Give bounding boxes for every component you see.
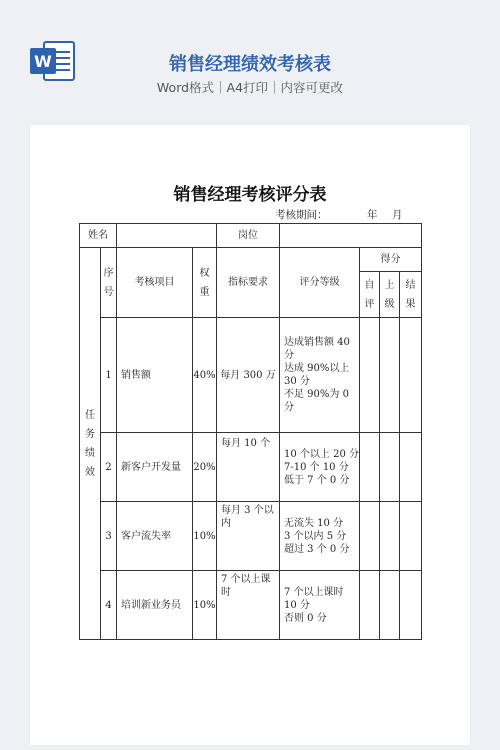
superior-score-cell[interactable] [380,433,400,502]
self-score-cell[interactable] [360,318,380,433]
row-indicator: 每月 3 个以内 [217,502,280,571]
row-criteria: 7 个以上课时 10 分 否则 0 分 [280,571,360,640]
superior-score-cell[interactable] [380,318,400,433]
result-score-cell[interactable] [400,502,422,571]
seq-header: 序号 [101,248,117,318]
row-indicator: 7 个以上课时 [217,571,280,640]
result-score-cell[interactable] [400,318,422,433]
superior-score-cell[interactable] [380,502,400,571]
period-month: 月 [392,209,403,221]
row-seq: 1 [101,318,117,433]
row-item: 新客户开发量 [117,433,193,502]
name-value-cell[interactable] [117,224,217,248]
result-score-cell[interactable] [400,571,422,640]
weight-header: 权重 [193,248,217,318]
row-indicator: 每月 300 万 [217,318,280,433]
row-indicator: 每月 10 个 [217,433,280,502]
row-seq: 2 [101,433,117,502]
header [0,0,500,125]
score-header: 得分 [360,248,422,272]
result-score-header: 结果 [400,272,422,318]
row-item: 客户流失率 [117,502,193,571]
superior-score-cell[interactable] [380,571,400,640]
indicator-header: 指标要求 [217,248,280,318]
header-row [80,248,422,272]
row-weight: 20% [193,433,217,502]
row-seq: 3 [101,502,117,571]
period-line [275,207,403,222]
row-seq: 4 [101,571,117,640]
evaluation-table [79,223,422,640]
period-year: 年 [367,209,378,221]
self-score-cell[interactable] [360,571,380,640]
row-criteria: 无流失 10 分 3 个以内 5 分 超过 3 个 0 分 [280,502,360,571]
category-label: 任务绩效 [85,409,95,478]
row-weight: 10% [193,502,217,571]
superior-score-header: 上级 [380,272,400,318]
name-row [80,224,422,248]
item-header: 考核项目 [117,248,193,318]
row-weight: 10% [193,571,217,640]
row-weight: 40% [193,318,217,433]
document-title: 销售经理考核评分表 [173,185,327,205]
self-score-header: 自评 [360,272,380,318]
grade-header: 评分等级 [280,248,360,318]
table-row [80,502,422,571]
period-label: 考核期间： [275,209,328,221]
row-criteria: 10 个以上 20 分 7-10 个 10 分 低于 7 个 0 分 [280,433,360,502]
position-value-cell[interactable] [280,224,422,248]
self-score-cell[interactable] [360,502,380,571]
page-subtitle: Word格式｜A4打印｜内容可更改 [156,80,344,95]
position-label: 岗位 [217,224,280,248]
table-row [80,433,422,502]
row-item: 培训新业务员 [117,571,193,640]
table-row [80,571,422,640]
name-label: 姓名 [80,224,117,248]
row-criteria: 达成销售额 40 分 达成 90%以上 30 分 不足 90%为 0 分 [280,318,360,433]
result-score-cell[interactable] [400,433,422,502]
table-row [80,318,422,433]
row-item: 销售额 [117,318,193,433]
word-icon-letter: W [34,52,52,71]
category-cell [80,248,101,640]
page-title: 销售经理绩效考核表 [169,54,331,75]
self-score-cell[interactable] [360,433,380,502]
